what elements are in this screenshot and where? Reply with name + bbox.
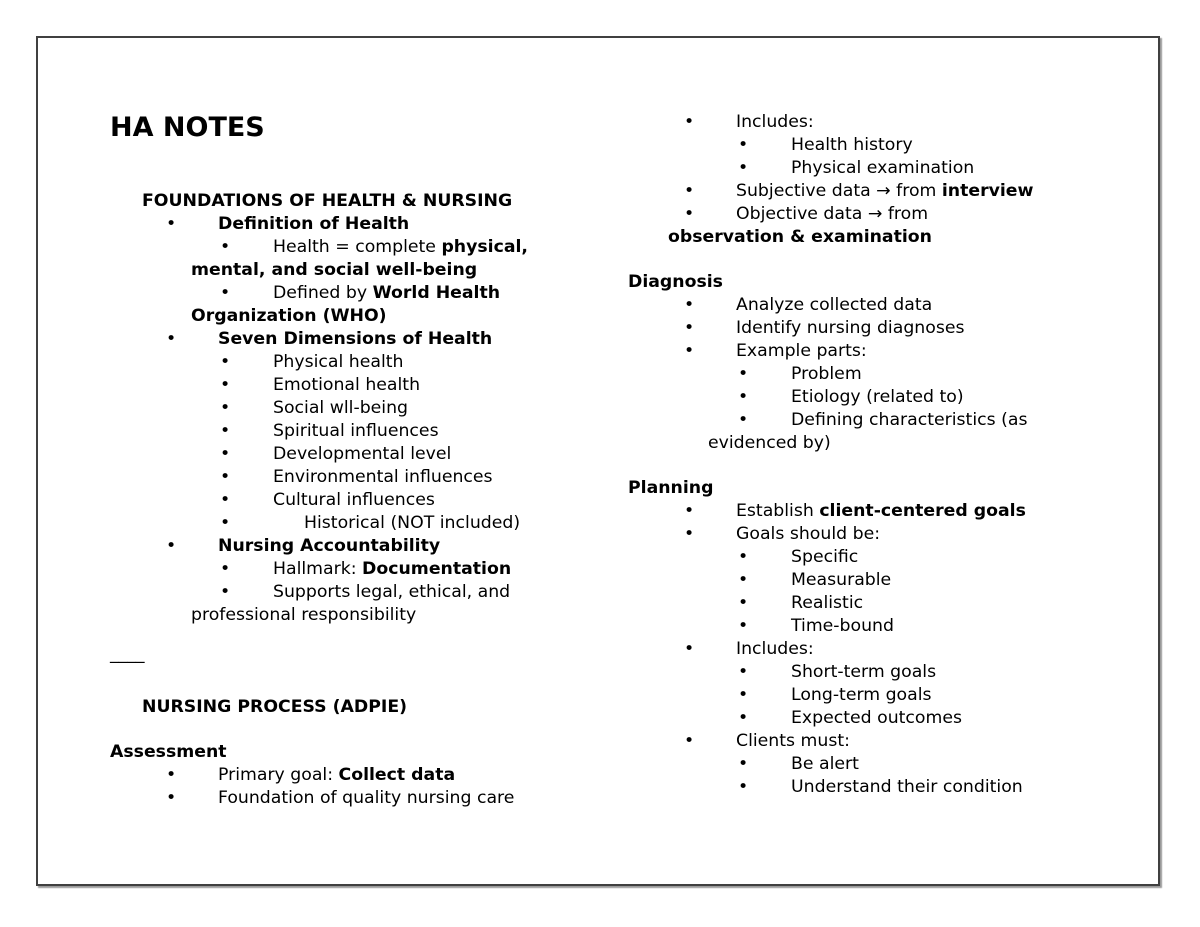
section-separator: ____: [110, 644, 145, 664]
diagnosis-part: Defining characteristics (as: [791, 410, 1028, 430]
bullet: •: [738, 364, 749, 384]
foundations-heading: FOUNDATIONS OF HEALTH & NURSING: [142, 191, 513, 211]
client-item: Be alert: [791, 754, 859, 774]
dimension-item: Environmental influences: [273, 467, 493, 487]
goals-label: Goals should be:: [736, 524, 881, 544]
bullet: •: [684, 112, 695, 132]
bullet: •: [684, 501, 695, 521]
bullet: •: [220, 237, 231, 257]
bullet: •: [738, 685, 749, 705]
accountability-heading: Nursing Accountability: [218, 536, 441, 556]
bullet: •: [220, 513, 231, 533]
dimension-item: Emotional health: [273, 375, 421, 395]
bullet: •: [684, 204, 695, 224]
planning-include-item: Short-term goals: [791, 662, 937, 682]
bullet: •: [166, 214, 177, 234]
diagnosis-heading: Diagnosis: [628, 272, 723, 292]
planning-heading: Planning: [628, 478, 714, 498]
bullet: •: [738, 708, 749, 728]
bullet: •: [220, 467, 231, 487]
bullet: •: [684, 731, 695, 751]
client-item: Understand their condition: [791, 777, 1023, 797]
diagnosis-part-continued: evidenced by): [708, 433, 831, 453]
bullet: •: [684, 181, 695, 201]
bullet: •: [738, 616, 749, 636]
dimension-item: Social wll-being: [273, 398, 409, 418]
hallmark-line: Hallmark: Documentation: [273, 559, 512, 579]
bullet: •: [220, 398, 231, 418]
bullet: •: [738, 662, 749, 682]
planning-include-item: Expected outcomes: [791, 708, 962, 728]
dimensions-heading: Seven Dimensions of Health: [218, 329, 493, 349]
definition-heading: Definition of Health: [218, 214, 410, 234]
assessment-include-item: Physical examination: [791, 158, 975, 178]
bullet: •: [738, 754, 749, 774]
bullet: •: [684, 318, 695, 338]
bullet: •: [738, 158, 749, 178]
bullet: •: [738, 547, 749, 567]
bullet: •: [738, 135, 749, 155]
foundation-line: Foundation of quality nursing care: [218, 788, 515, 808]
supports-line: Supports legal, ethical, and: [273, 582, 511, 602]
subjective-data-line: Subjective data → from interview: [736, 181, 1034, 201]
bullet: •: [220, 490, 231, 510]
bullet: •: [220, 444, 231, 464]
dimension-item: Cultural influences: [273, 490, 435, 510]
objective-data-continued: observation & examination: [668, 227, 932, 247]
bullet: •: [738, 777, 749, 797]
bullet: •: [220, 375, 231, 395]
dimension-item: Developmental level: [273, 444, 452, 464]
bullet: •: [684, 295, 695, 315]
clients-label: Clients must:: [736, 731, 850, 751]
goal-item: Realistic: [791, 593, 864, 613]
bullet: •: [220, 283, 231, 303]
diagnosis-part: Etiology (related to): [791, 387, 964, 407]
bullet: •: [684, 639, 695, 659]
goal-item: Time-bound: [791, 616, 894, 636]
defined-by-continued: Organization (WHO): [191, 306, 387, 326]
goal-item: Measurable: [791, 570, 892, 590]
planning-includes-label: Includes:: [736, 639, 814, 659]
diagnosis-part: Problem: [791, 364, 862, 384]
health-equation-continued: mental, and social well-being: [191, 260, 478, 280]
dimension-item: Spiritual influences: [273, 421, 439, 441]
diagnosis-item: Identify nursing diagnoses: [736, 318, 965, 338]
objective-data-line: Objective data → from: [736, 204, 929, 224]
diagnosis-item: Example parts:: [736, 341, 867, 361]
health-equation-line: Health = complete physical,: [273, 237, 528, 257]
primary-goal-line: Primary goal: Collect data: [218, 765, 456, 785]
document-title: HA NOTES: [110, 112, 265, 143]
bullet: •: [738, 410, 749, 430]
bullet: •: [738, 387, 749, 407]
dimension-item: Historical (NOT included): [304, 513, 521, 533]
bullet: •: [166, 536, 177, 556]
establish-goals-line: Establish client-centered goals: [736, 501, 1026, 521]
bullet: •: [738, 570, 749, 590]
assessment-heading: Assessment: [110, 742, 227, 762]
supports-line-continued: professional responsibility: [191, 605, 417, 625]
bullet: •: [166, 765, 177, 785]
defined-by-line: Defined by World Health: [273, 283, 501, 303]
planning-include-item: Long-term goals: [791, 685, 932, 705]
bullet: •: [220, 421, 231, 441]
assessment-include-item: Health history: [791, 135, 913, 155]
bullet: •: [684, 524, 695, 544]
bullet: •: [684, 341, 695, 361]
bullet: •: [220, 582, 231, 602]
bullet: •: [738, 593, 749, 613]
goal-item: Specific: [791, 547, 859, 567]
nursing-process-heading: NURSING PROCESS (ADPIE): [142, 697, 408, 717]
assessment-includes-label: Includes:: [736, 112, 814, 132]
bullet: •: [166, 329, 177, 349]
diagnosis-item: Analyze collected data: [736, 295, 933, 315]
bullet: •: [220, 352, 231, 372]
bullet: •: [220, 559, 231, 579]
bullet: •: [166, 788, 177, 808]
dimension-item: Physical health: [273, 352, 404, 372]
